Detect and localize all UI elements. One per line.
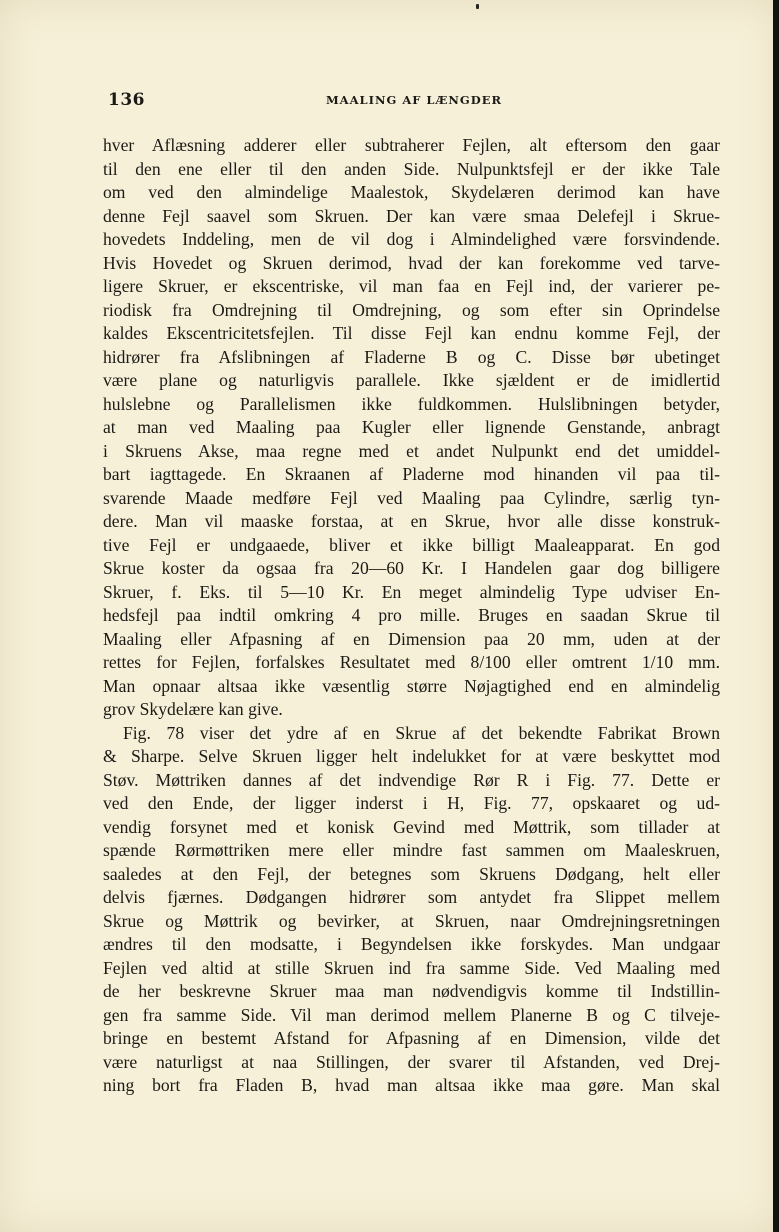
- text-line: Man opnaar altsaa ikke væsentlig større Nøjagtighed end en almindelig: [103, 675, 720, 696]
- text-line: til den ene eller til den anden Side. Nulpunktsfejl er der ikke Tale: [103, 158, 720, 179]
- text-line: ning bort fra Fladen B, hvad man altsaa ikke maa gøre. Man skal: [103, 1075, 720, 1095]
- text-line: hidrører fra Afslibningen af Fladerne B og C. Disse bør ubetinget: [103, 346, 720, 367]
- text-line: tive Fejl er undgaaede, bliver et ikke billigt Maaleapparat. En god: [103, 534, 720, 555]
- text-line: & Sharpe. Selve Skruen ligger helt indelukket for at være beskyttet mod: [103, 746, 720, 766]
- text-line: vendig forsynet med et konisk Gevind med Møttrik, som tillader at: [103, 816, 720, 837]
- text-line: ændres til den modsatte, i Begyndelsen ikke forskydes. Man undgaar: [103, 934, 720, 954]
- text-line: Skruer, f. Eks. til 5—10 Kr. En meget almindelig Type udviser En-: [103, 581, 720, 602]
- text-line: hulslebne og Parallelismen ikke fuldkommen. Hulslibningen betyder,: [103, 393, 720, 414]
- body-text: [103, 134, 720, 1098]
- page-number: 136: [108, 90, 145, 110]
- text-line: i Skruens Akse, maa regne med et andet Nulpunkt end det umiddel-: [103, 440, 720, 461]
- text-line: ved den Ende, der ligger inderst i H, Fig. 77, opskaaret og ud-: [103, 793, 720, 813]
- text-line: gen fra samme Side. Vil man derimod mellem Planerne B og C tilveje-: [103, 1004, 720, 1025]
- text-line: hver Aflæsning adderer eller subtraherer Fejlen, alt eftersom den gaar: [103, 135, 720, 155]
- text-line: denne Fejl saavel som Skruen. Der kan være smaa Delefejl i Skrue-: [103, 205, 720, 226]
- text-line: saaledes at den Fejl, der betegnes som Skruens Dødgang, helt eller: [103, 863, 720, 884]
- running-head: MAALING AF LÆNGDER: [325, 93, 503, 107]
- page-edge: [773, 0, 779, 1232]
- text-line: Maaling eller Afpasning af en Dimension paa 20 mm, uden at der: [103, 628, 720, 649]
- text-line: dere. Man vil maaske forstaa, at en Skrue, hvor alle disse konstruk-: [103, 511, 720, 531]
- paragraph: [103, 134, 720, 722]
- text-line: grov Skydelære kan give.: [103, 699, 283, 719]
- text-line: ligere Skruer, er ekscentriske, vil man faa en Fejl ind, der varierer pe-: [103, 276, 720, 296]
- text-line: hovedets Inddeling, men de vil dog i Almindelighed være forsvindende.: [103, 229, 720, 249]
- text-line: delvis fjærnes. Dødgangen hidrører som antydet fra Slippet mellem: [103, 887, 720, 907]
- text-line: svarende Maade medføre Fejl ved Maaling paa Cylindre, særlig tyn-: [103, 487, 720, 508]
- text-line: Hvis Hovedet og Skruen derimod, hvad der kan forekomme ved tarve-: [103, 252, 720, 273]
- text-line: rettes for Fejlen, forfalskes Resultatet med 8/100 eller omtrent 1/10 mm.: [103, 652, 720, 672]
- text-line: Skrue og Møttrik og bevirker, at Skruen, naar Omdrejningsretningen: [103, 910, 720, 931]
- text-line: bringe en bestemt Afstand for Afpasning af en Dimension, vilde det: [103, 1028, 720, 1048]
- text-line: riodisk fra Omdrejning til Omdrejning, og som efter sin Oprindelse: [103, 299, 720, 320]
- text-line: Skrue koster da ogsaa fra 20—60 Kr. I Handelen gaar dog billigere: [103, 558, 720, 578]
- text-line: spænde Rørmøttriken mere eller mindre fast sammen om Maaleskruen,: [103, 840, 720, 860]
- text-line: hedsfejl paa indtil omkring 4 pro mille. Bruges en saadan Skrue til: [103, 605, 720, 625]
- text-line: at man ved Maaling paa Kugler eller lignende Genstande, anbragt: [103, 417, 720, 437]
- text-line: være naturligst at naa Stillingen, der svarer til Afstanden, ved Drej-: [103, 1051, 720, 1072]
- text-line: de her beskrevne Skruer maa man nødvendigvis komme til Indstillin-: [103, 981, 720, 1001]
- text-line: om ved den almindelige Maalestok, Skydelæren derimod kan have: [103, 182, 720, 202]
- text-line: Fejlen ved altid at stille Skruen ind fra samme Side. Ved Maaling med: [103, 957, 720, 978]
- page-header: [108, 90, 720, 114]
- text-line: bart iagttagede. En Skraanen af Pladerne mod hinanden vil paa til-: [103, 464, 720, 484]
- text-line: være plane og naturligvis parallele. Ikke sjældent er de imidlertid: [103, 370, 720, 390]
- paragraph: [103, 722, 720, 1098]
- text-line: Støv. Møttriken dannes af det indvendige Rør R i Fig. 77. Dette er: [103, 769, 720, 790]
- text-line: Fig. 78 viser det ydre af en Skrue af det bekendte Fabrikat Brown: [123, 722, 720, 743]
- ink-speck: [476, 4, 479, 9]
- text-line: kaldes Ekscentricitetsfejlen. Til disse Fejl kan endnu komme Fejl, der: [103, 323, 720, 343]
